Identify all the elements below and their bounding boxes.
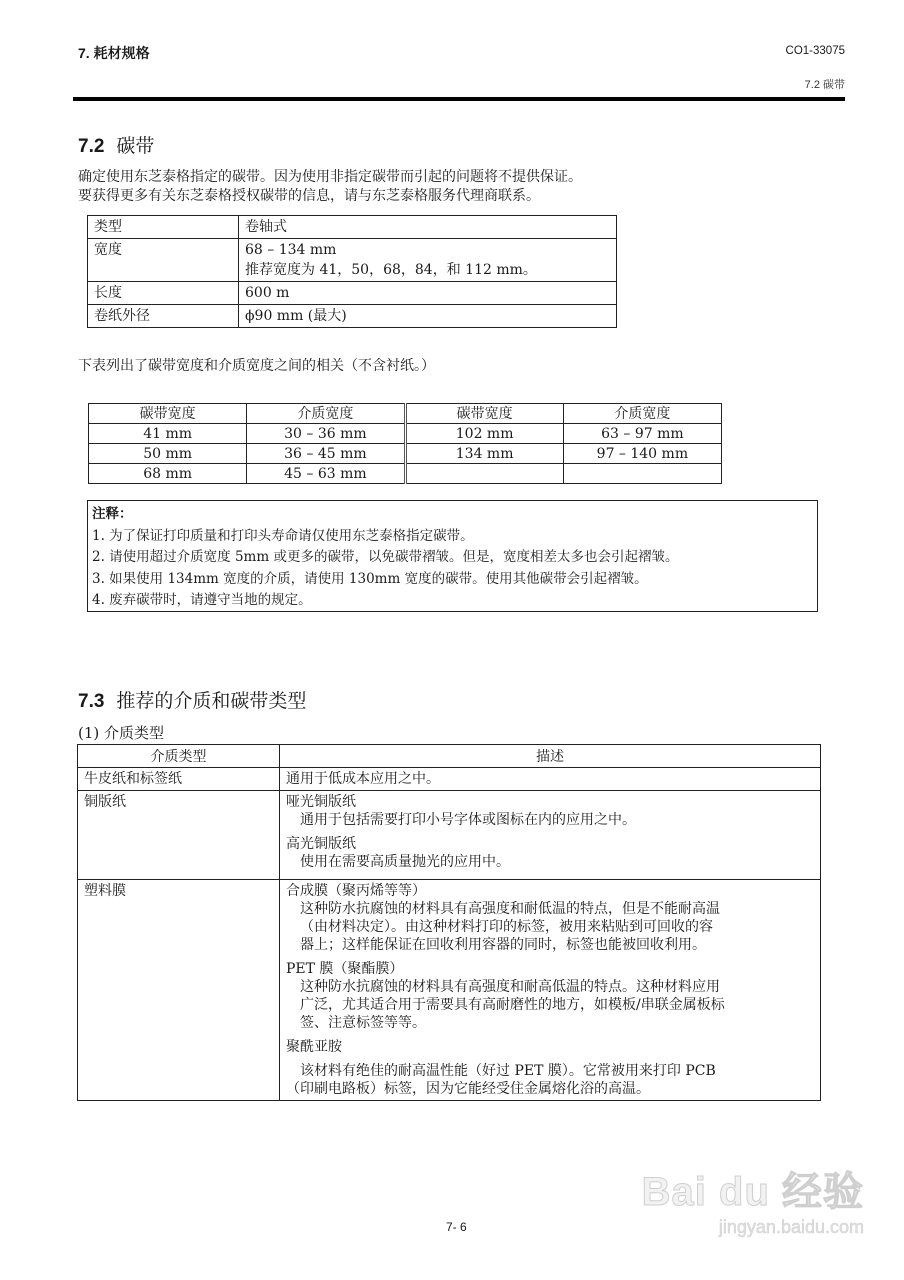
section-number: 7.3 [78,691,105,712]
notes-title: 注释： [92,506,133,522]
section-title: 碳带 [116,135,155,157]
intro-paragraph [78,168,582,206]
media-description [280,791,821,880]
media-subtype-text: （印刷电路板）标签，因为它能经受住金属熔化浴的高温。 [286,1081,650,1097]
document-code: CO1-33075 [785,45,845,57]
table-cell: 134 mm [405,444,563,464]
media-subtype-text: 签、注意标签等等。 [300,1015,426,1031]
spec-value-line: 推荐宽度为 41，50，68，84，和 112 mm。 [245,262,537,278]
column-header: 描述 [280,745,821,768]
table-cell: 102 mm [405,424,563,444]
spec-key: 长度 [88,282,239,305]
column-header: 介质宽度 [247,404,405,424]
media-subtype: PET 膜（聚酯膜） [286,961,404,977]
media-subtype-text: 该材料有绝佳的耐高温性能（好过 PET 膜）。它常被用来打印 PCB [300,1063,716,1079]
table-row [89,444,722,464]
media-subtype: 合成膜（聚丙烯等等） [286,883,426,899]
section-7-2-heading [78,131,154,158]
intro-line: 要获得更多有关东芝泰格授权碳带的信息，请与东芝泰格服务代理商联系。 [78,188,540,204]
media-subtype-text: 器上；这样能保证在回收利用容器的同时，标签也能被回收利用。 [300,937,706,953]
column-header: 碳带宽度 [89,404,247,424]
table-row [78,768,821,791]
table-cell: 50 mm [89,444,247,464]
spec-key: 卷纸外径 [88,305,239,328]
ribbon-media-width-table [88,403,722,484]
media-description: 通用于低成本应用之中。 [280,768,821,791]
width-table-caption: 下表列出了碳带宽度和介质宽度之间的相关（不含衬纸。） [78,358,435,374]
media-subtype-text: 这种防水抗腐蚀的材料具有高强度和耐高低温的特点。这种材料应用 [300,979,720,995]
table-row [89,464,722,484]
media-subtype-text: 使用在需要高质量抛光的应用中。 [300,854,510,870]
column-header: 碳带宽度 [405,404,563,424]
media-subtype-text: 通用于包括需要打印小号字体或图标在内的应用之中。 [300,812,636,828]
media-type: 铜版纸 [78,791,280,880]
media-type: 塑料膜 [78,880,280,1101]
table-cell: 41 mm [89,424,247,444]
media-subtype-text: 这种防水抗腐蚀的材料具有高强度和耐低温的特点，但是不能耐高温 [300,901,720,917]
spec-value: 卷轴式 [239,216,617,239]
spec-key: 宽度 [88,239,239,282]
table-cell [563,464,721,484]
media-subtype: 哑光铜版纸 [286,794,356,810]
watermark-url: jingyan.baidu.com [718,1217,864,1237]
chapter-title: 7. 耗材规格 [78,45,150,61]
media-type: 牛皮纸和标签纸 [78,768,280,791]
table-header-row [78,745,821,768]
note-item: 3. 如果使用 134mm 宽度的介质，请使用 130mm 宽度的碳带。使用其他碳带会引起褶皱。 [92,570,648,587]
table-cell: 63 – 97 mm [563,424,721,444]
media-description [280,880,821,1101]
table-cell [405,464,563,484]
table-row [88,216,617,239]
section-reference: 7.2 碳带 [804,79,845,91]
table-row [78,791,821,880]
table-cell: 30 – 36 mm [247,424,405,444]
spec-value [239,239,617,282]
media-type-table [77,744,821,1101]
spec-value: ϕ90 mm (最大) [239,305,617,328]
note-item: 4. 废弃碳带时，请遵守当地的规定。 [92,592,312,608]
spec-value: 600 m [239,282,617,305]
table-row [78,880,821,1101]
table-header-row [89,404,722,424]
media-subtype-text: （由材料决定）。由这种材料打印的标签，被用来粘贴到可回收的容 [300,919,713,935]
table-row [88,305,617,328]
table-row [89,424,722,444]
spec-key: 类型 [88,216,239,239]
table-cell: 45 – 63 mm [247,464,405,484]
media-subtype-text: 广泛，尤其适合用于需要具有高耐磨性的地方，如模板/串联金属板标 [300,997,725,1013]
section-number: 7.2 [78,136,105,157]
media-subtype: 高光铜版纸 [286,836,356,852]
ribbon-spec-table [87,215,617,328]
notes-box [87,500,818,612]
table-cell: 68 mm [89,464,247,484]
section-7-3-heading [78,686,306,713]
table-row [88,239,617,282]
table-cell: 97 – 140 mm [563,444,721,464]
header-rule [73,97,845,101]
column-header: 介质类型 [78,745,280,768]
page-number: 7- 6 [446,1220,467,1234]
note-item: 2. 请使用超过介质宽度 5mm 或更多的碳带，以免碳带褶皱。但是，宽度相差太多也会引起褶皱。 [92,549,679,565]
table-cell: 36 – 45 mm [247,444,405,464]
subsection-title: (1) 介质类型 [78,724,165,742]
spec-value-line: 68 – 134 mm [245,242,337,258]
table-row [88,282,617,305]
column-header: 介质宽度 [563,404,721,424]
media-subtype: 聚酰亚胺 [286,1039,342,1055]
watermark-logo: Bai du 经验 [641,1170,864,1214]
intro-line: 确定使用东芝泰格指定的碳带。因为使用非指定碳带而引起的问题将不提供保证。 [78,169,582,185]
section-title: 推荐的介质和碳带类型 [116,690,307,712]
baidu-watermark [642,1160,864,1238]
note-item: 1. 为了保证打印质量和打印头寿命请仅使用东芝泰格指定碳带。 [92,527,474,544]
